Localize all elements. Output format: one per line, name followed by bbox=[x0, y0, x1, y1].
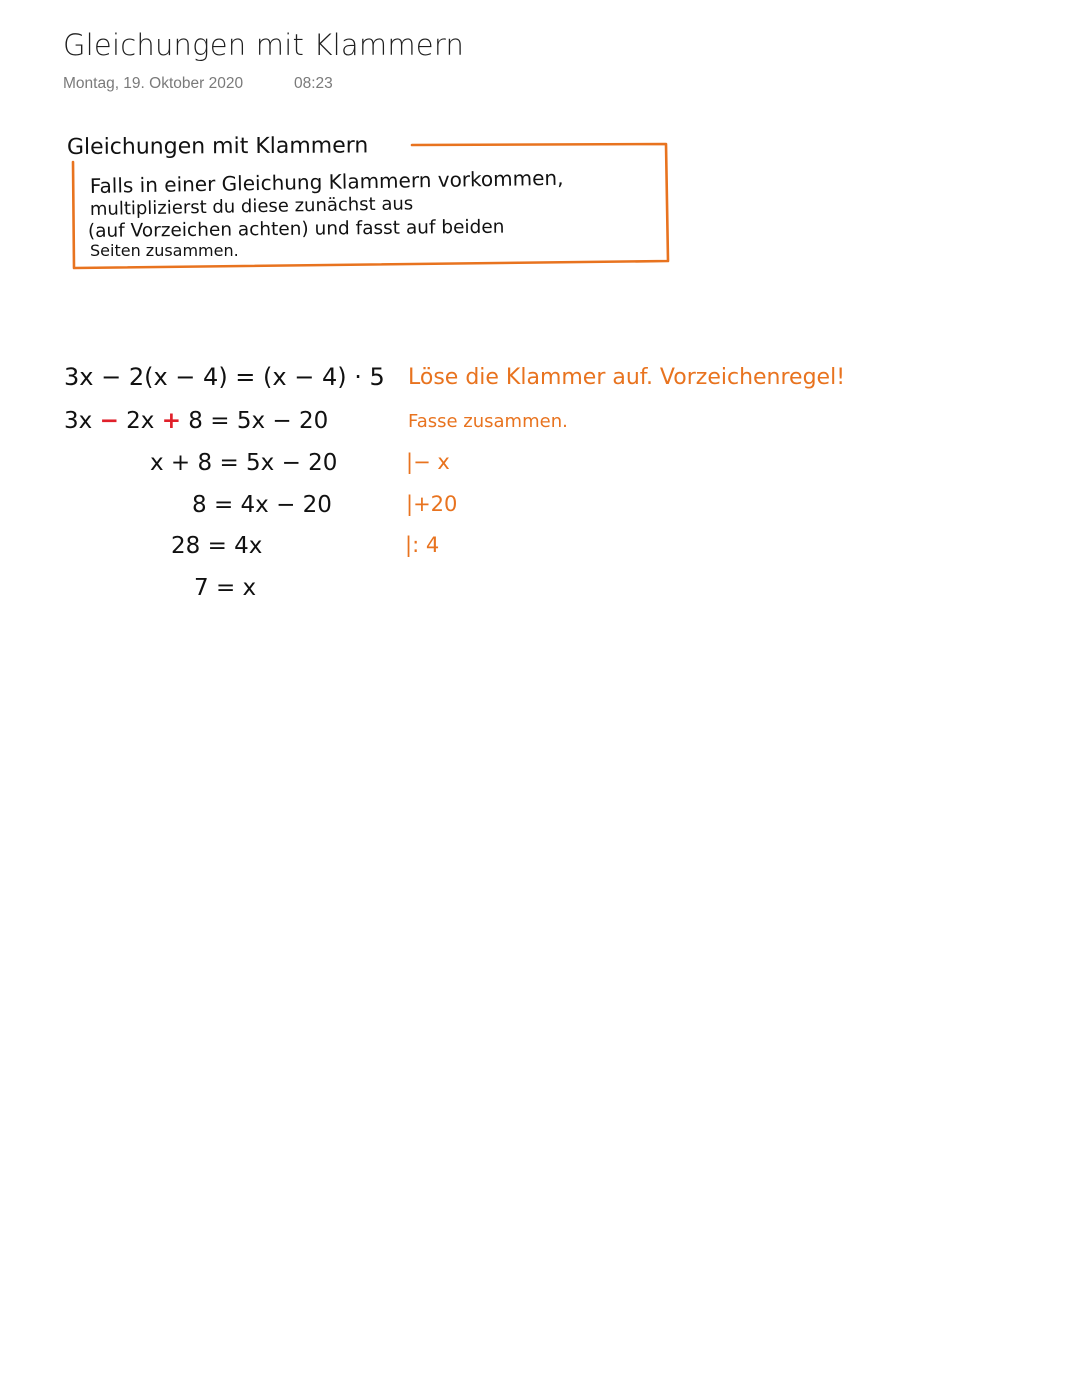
equation-line-5: 28 = 4x bbox=[171, 533, 263, 559]
red-minus-sign: − bbox=[99, 408, 119, 434]
note-box-border bbox=[73, 144, 668, 268]
equation-line-6: 7 = x bbox=[194, 575, 257, 601]
equation-line-1: 3x − 2(x − 4) = (x − 4) · 5 bbox=[64, 363, 385, 391]
page-date: Montag, 19. Oktober 2020 bbox=[63, 75, 244, 92]
equation-line-3: x + 8 = 5x − 20 bbox=[150, 450, 338, 476]
note-line-2: multiplizierst du diese zunächst aus bbox=[89, 193, 414, 220]
equation-chain bbox=[64, 363, 385, 601]
equation-line-2-part-2: 2x bbox=[118, 408, 162, 434]
step-comments bbox=[405, 365, 845, 558]
comment-combine: Fasse zusammen. bbox=[408, 411, 568, 432]
note-line-3: (auf Vorzeichen achten) und fasst auf beiden bbox=[87, 216, 505, 242]
red-plus-sign: + bbox=[161, 408, 181, 434]
equation-line-2-part-1: 3x bbox=[64, 408, 100, 434]
page-time: 08:23 bbox=[294, 75, 333, 92]
equation-line-2-part-3: 8 = 5x − 20 bbox=[181, 408, 329, 434]
comment-minus-x: |− x bbox=[406, 450, 450, 474]
note-box bbox=[67, 133, 668, 268]
page-title: Gleichungen mit Klammern bbox=[63, 28, 465, 62]
note-box-heading: Gleichungen mit Klammern bbox=[66, 133, 369, 160]
note-line-4: Seiten zusammen. bbox=[90, 241, 239, 260]
note-line-1: Falls in einer Gleichung Klammern vorkommen, bbox=[89, 165, 564, 198]
comment-expand-brackets: Löse die Klammer auf. Vorzeichenregel! bbox=[408, 365, 846, 390]
equation-line-2 bbox=[64, 408, 328, 434]
comment-plus-20: |+20 bbox=[406, 492, 458, 516]
comment-divide-4: |: 4 bbox=[405, 533, 440, 557]
equation-line-4: 8 = 4x − 20 bbox=[192, 492, 332, 518]
